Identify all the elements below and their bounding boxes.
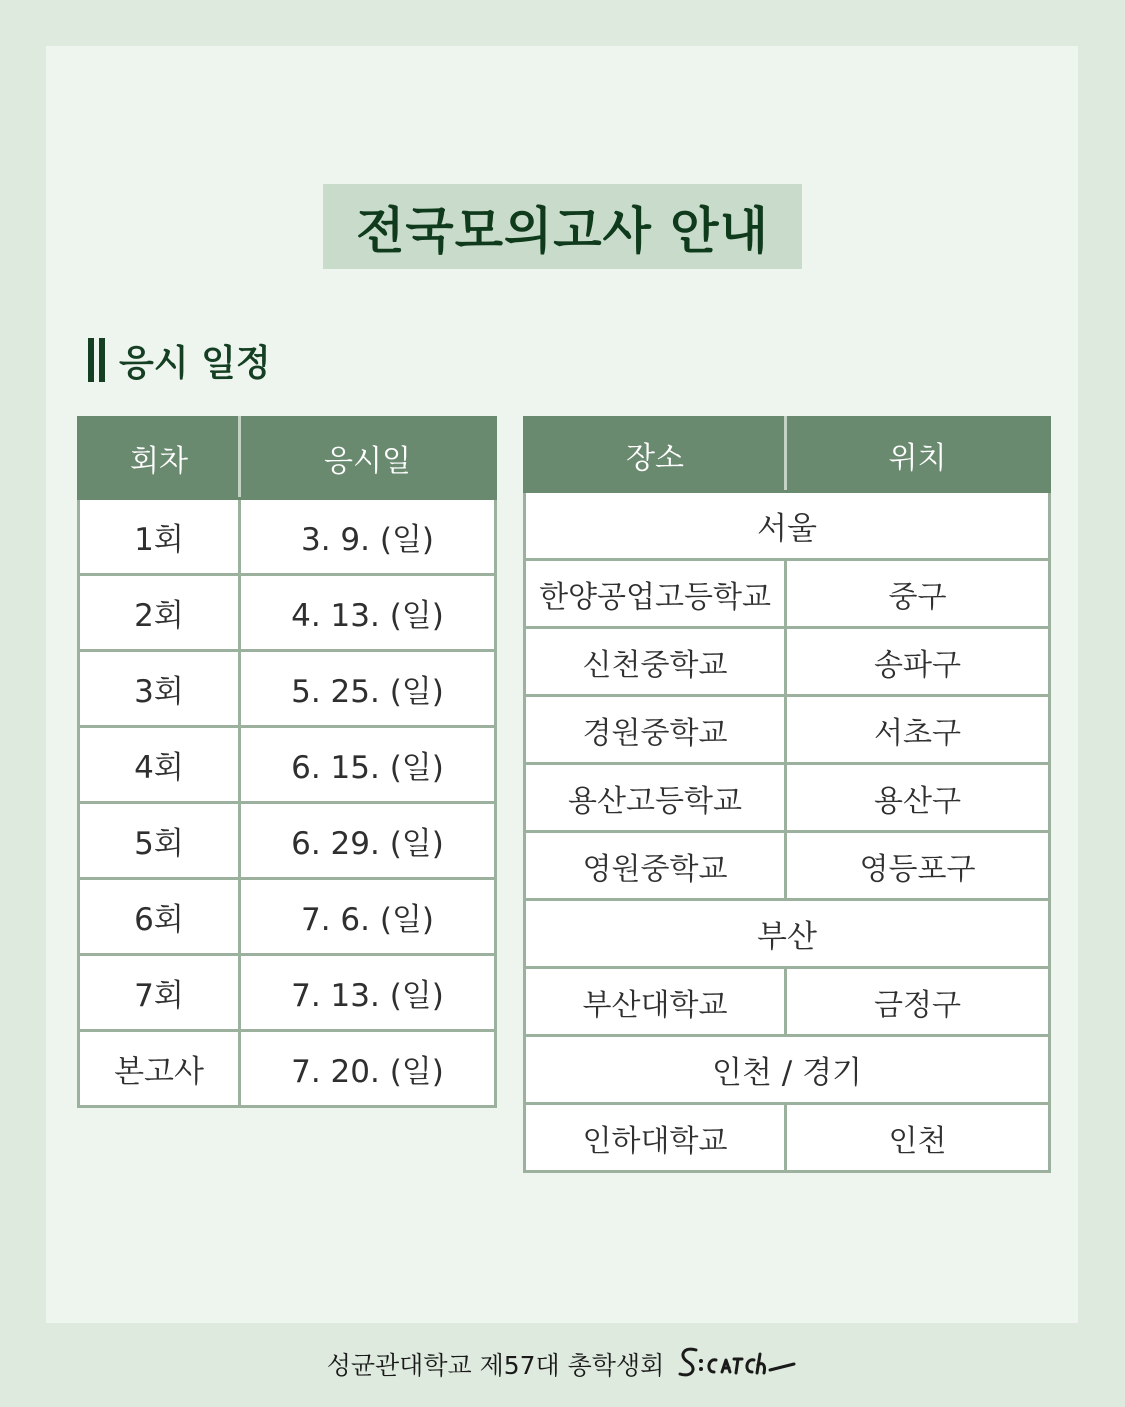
venue-row [525,1104,1050,1172]
venue-row [525,628,1050,696]
round-cell: 본고사 [79,1031,240,1107]
region-row [525,492,1050,560]
venue-cell: 한양공업고등학교 [525,560,786,628]
schedule-row [79,499,496,575]
section-title: 응시 일정 [119,342,271,384]
header-location: 위치 [786,418,1050,492]
schedule-row [79,575,496,651]
venue-row [525,560,1050,628]
location-cell: 송파구 [786,628,1050,696]
section-header [88,336,271,384]
venue-cell: 신천중학교 [525,628,786,696]
date-cell: 7. 13. (일) [240,955,496,1031]
round-cell: 7회 [79,955,240,1031]
venue-cell: 경원중학교 [525,696,786,764]
schedule-header-row [79,418,496,499]
schedule-row [79,651,496,727]
venue-header-row [525,418,1050,492]
region-cell: 부산 [525,900,1050,968]
location-cell: 금정구 [786,968,1050,1036]
venue-cell: 용산고등학교 [525,764,786,832]
schedule-row [79,727,496,803]
round-cell: 1회 [79,499,240,575]
schedule-row [79,879,496,955]
location-cell: 영등포구 [786,832,1050,900]
date-cell: 5. 25. (일) [240,651,496,727]
title-banner [323,184,802,269]
date-cell: 6. 15. (일) [240,727,496,803]
double-bar-icon [88,338,105,382]
venue-cell: 영원중학교 [525,832,786,900]
venue-row [525,696,1050,764]
date-cell: 3. 9. (일) [240,499,496,575]
page-title: 전국모의고사 안내 [356,201,769,260]
schedule-row [79,955,496,1031]
footer [0,1336,1125,1392]
round-cell: 5회 [79,803,240,879]
scatch-logo [674,1342,798,1386]
round-cell: 2회 [79,575,240,651]
region-cell: 서울 [525,492,1050,560]
venue-row [525,832,1050,900]
location-cell: 서초구 [786,696,1050,764]
location-cell: 용산구 [786,764,1050,832]
venue-table [523,416,1051,1173]
region-cell: 인천 / 경기 [525,1036,1050,1104]
region-row [525,1036,1050,1104]
date-cell: 4. 13. (일) [240,575,496,651]
round-cell: 4회 [79,727,240,803]
region-row [525,900,1050,968]
schedule-row [79,803,496,879]
date-cell: 7. 6. (일) [240,879,496,955]
schedule-row [79,1031,496,1107]
date-cell: 7. 20. (일) [240,1031,496,1107]
header-venue: 장소 [525,418,786,492]
round-cell: 3회 [79,651,240,727]
header-round: 회차 [79,418,240,499]
round-cell: 6회 [79,879,240,955]
venue-cell: 부산대학교 [525,968,786,1036]
venue-cell: 인하대학교 [525,1104,786,1172]
schedule-table [77,416,497,1108]
header-date: 응시일 [240,418,496,499]
venue-row [525,764,1050,832]
venue-row [525,968,1050,1036]
footer-text: 성균관대학교 제57대 총학생회 [326,1351,665,1380]
location-cell: 중구 [786,560,1050,628]
date-cell: 6. 29. (일) [240,803,496,879]
location-cell: 인천 [786,1104,1050,1172]
